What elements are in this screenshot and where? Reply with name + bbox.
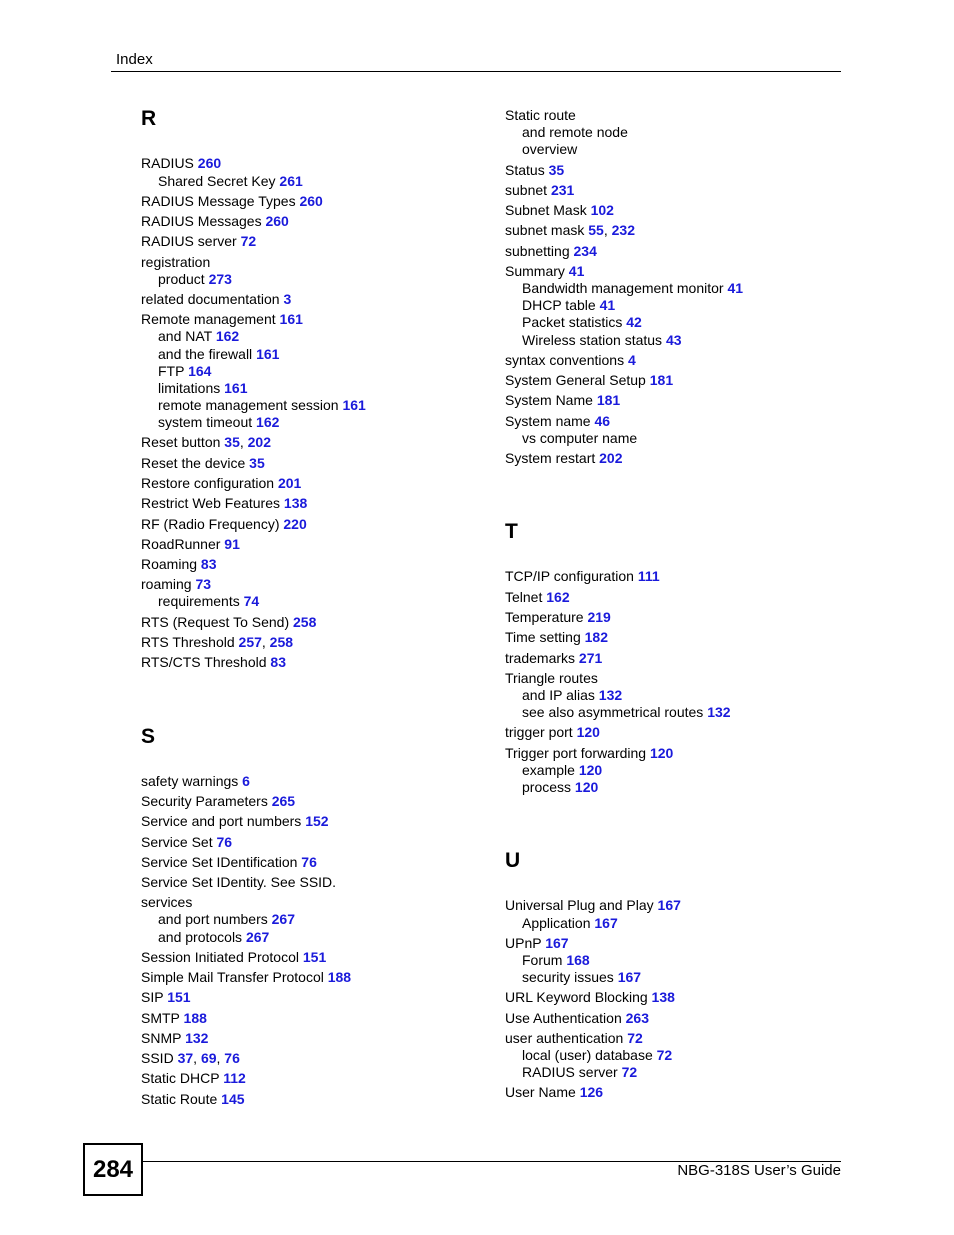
entry-term: related documentation xyxy=(141,291,284,307)
entry-term: RF (Radio Frequency) xyxy=(141,516,284,532)
index-entry xyxy=(505,897,681,914)
page-reference-link[interactable]: 41 xyxy=(568,263,585,279)
entry-term: and remote node xyxy=(522,124,628,140)
page-reference-link[interactable]: 167 xyxy=(545,935,569,951)
index-entry xyxy=(505,413,610,430)
index-subentry xyxy=(505,430,637,447)
page-reference-link[interactable]: 260 xyxy=(197,155,222,171)
index-subentry xyxy=(141,397,366,414)
entry-term: requirements xyxy=(158,593,244,609)
index-subentry xyxy=(505,952,590,969)
page-reference-link[interactable]: 181 xyxy=(596,392,621,408)
entry-term: local (user) database xyxy=(522,1047,657,1063)
entry-term: RTS Threshold xyxy=(141,634,239,650)
index-entry xyxy=(141,654,286,671)
index-entry xyxy=(141,455,265,472)
page-reference-link[interactable]: 267 xyxy=(271,911,295,927)
entry-term: and IP alias xyxy=(522,687,599,703)
index-subentry xyxy=(505,332,682,349)
index-entry xyxy=(141,793,295,810)
index-entry xyxy=(505,263,584,280)
page-reference-link[interactable]: 231 xyxy=(550,182,575,198)
entry-term: trademarks xyxy=(505,650,579,666)
entry-term: see also asymmetrical routes xyxy=(522,704,708,720)
header-rule xyxy=(111,71,841,72)
page-reference-link[interactable]: 164 xyxy=(188,363,212,379)
entry-term: Packet statistics xyxy=(522,314,627,330)
entry-term: system timeout xyxy=(158,414,257,430)
index-entry xyxy=(141,634,293,651)
index-entry xyxy=(141,576,211,593)
entry-term: System Name xyxy=(505,392,597,408)
page-reference-link[interactable]: 167 xyxy=(617,969,642,985)
entry-term: Service Set xyxy=(141,834,217,850)
entry-term: Restore configuration xyxy=(141,475,278,491)
page-reference-link[interactable]: 111 xyxy=(637,568,660,584)
entry-term: subnet mask xyxy=(505,222,589,238)
page-reference-link[interactable]: 4 xyxy=(627,352,636,368)
entry-term: RADIUS Message Types xyxy=(141,193,300,209)
page-reference-link[interactable]: 232 xyxy=(611,222,635,238)
page-reference-link[interactable]: 41 xyxy=(599,297,616,313)
index-subentry xyxy=(505,1064,637,1081)
index-entry xyxy=(141,969,351,986)
index-subentry xyxy=(141,414,279,431)
section-letter-s: S xyxy=(141,725,156,748)
entry-term: Reset button xyxy=(141,434,225,450)
entry-term: limitations xyxy=(158,380,225,396)
entry-term: process xyxy=(522,779,575,795)
index-entry xyxy=(505,352,636,369)
index-subentry xyxy=(141,380,248,397)
entry-term: SMTP xyxy=(141,1010,184,1026)
index-entry xyxy=(505,989,675,1006)
entry-term: Roaming xyxy=(141,556,201,572)
page-reference-link[interactable]: 145 xyxy=(221,1091,245,1107)
index-subentry xyxy=(505,915,618,932)
page-number-box: 284 xyxy=(83,1143,143,1196)
index-entry xyxy=(141,773,250,790)
page-reference-link[interactable]: 46 xyxy=(594,413,611,429)
page-separator: , xyxy=(193,1050,201,1066)
page-reference-link[interactable]: 234 xyxy=(573,243,597,259)
index-subentry xyxy=(505,969,641,986)
page-reference-link[interactable]: 120 xyxy=(578,762,603,778)
page-reference-link[interactable]: 76 xyxy=(216,834,233,850)
entry-term: User Name xyxy=(505,1084,580,1100)
index-subentry xyxy=(141,593,259,610)
page-reference-link[interactable]: 162 xyxy=(546,589,570,605)
index-entry xyxy=(141,516,307,533)
page-reference-link[interactable]: 168 xyxy=(566,952,590,968)
page-reference-link[interactable]: 91 xyxy=(224,536,240,552)
entry-term: roaming xyxy=(141,576,196,592)
index-entry xyxy=(505,182,574,199)
section-letter-r: R xyxy=(141,107,157,130)
page-reference-link[interactable]: 257 xyxy=(238,634,262,650)
index-entry xyxy=(141,614,316,631)
index-entry xyxy=(141,311,303,328)
entry-term: Time setting xyxy=(505,629,585,645)
index-entry xyxy=(141,254,210,271)
page-reference-link[interactable]: 120 xyxy=(649,745,674,761)
index-subentry xyxy=(141,346,279,363)
page-reference-link[interactable]: 138 xyxy=(651,989,675,1005)
index-subentry xyxy=(505,762,602,779)
page-reference-link[interactable]: 138 xyxy=(283,495,308,511)
page-reference-link[interactable]: 3 xyxy=(283,291,292,307)
page-reference-link[interactable]: 273 xyxy=(208,271,232,287)
page-reference-link[interactable]: 120 xyxy=(576,724,600,740)
index-entry xyxy=(141,556,217,573)
index-entry xyxy=(505,724,600,741)
index-entry xyxy=(505,450,623,467)
index-subentry xyxy=(505,687,622,704)
entry-term: subnetting xyxy=(505,243,574,259)
entry-term: Simple Mail Transfer Protocol xyxy=(141,969,328,985)
entry-term: RADIUS server xyxy=(141,233,241,249)
entry-term: Subnet Mask xyxy=(505,202,591,218)
page-reference-link[interactable]: 37 xyxy=(177,1050,194,1066)
index-subentry xyxy=(505,704,731,721)
entry-term: remote management session xyxy=(158,397,343,413)
page-reference-link[interactable]: 167 xyxy=(657,897,681,913)
entry-term: TCP/IP configuration xyxy=(505,568,638,584)
page-reference-link[interactable]: 152 xyxy=(305,813,329,829)
page-reference-link[interactable]: 202 xyxy=(247,434,271,450)
entry-term: System restart xyxy=(505,450,600,466)
entry-term: trigger port xyxy=(505,724,577,740)
entry-term: Application xyxy=(522,915,595,931)
page-reference-link[interactable]: 41 xyxy=(727,280,744,296)
page-reference-link[interactable]: 167 xyxy=(594,915,618,931)
index-entry xyxy=(141,1030,208,1047)
index-entry xyxy=(505,670,598,687)
entry-term: Reset the device xyxy=(141,455,250,471)
page-reference-link[interactable]: 202 xyxy=(599,450,623,466)
page-reference-link[interactable]: 69 xyxy=(200,1050,217,1066)
index-entry xyxy=(505,243,597,260)
index-entry xyxy=(505,162,564,179)
entry-term: Service Set IDentity. See SSID. xyxy=(141,874,337,890)
page-reference-link[interactable]: 132 xyxy=(185,1030,209,1046)
entry-term: SSID xyxy=(141,1050,178,1066)
page-reference-link[interactable]: 260 xyxy=(299,193,323,209)
page-reference-link[interactable]: 261 xyxy=(279,173,303,189)
page-reference-link[interactable]: 182 xyxy=(584,629,608,645)
entry-term: Trigger port forwarding xyxy=(505,745,650,761)
entry-term: services xyxy=(141,894,193,910)
entry-term: and protocols xyxy=(158,929,246,945)
entry-term: Universal Plug and Play xyxy=(505,897,658,913)
index-subentry xyxy=(141,363,211,380)
page-reference-link[interactable]: 35 xyxy=(548,162,565,178)
index-entry xyxy=(505,568,660,585)
index-entry xyxy=(141,894,192,911)
index-entry xyxy=(141,193,323,210)
index-entry xyxy=(141,834,232,851)
entry-term: and NAT xyxy=(158,328,216,344)
page-reference-link[interactable]: 83 xyxy=(270,654,286,670)
page-reference-link[interactable]: 260 xyxy=(265,213,289,229)
entry-term: Static DHCP xyxy=(141,1070,224,1086)
index-subentry xyxy=(141,929,269,946)
entry-term: Bandwidth management monitor xyxy=(522,280,728,296)
index-entry xyxy=(505,202,614,219)
entry-term: Session Initiated Protocol xyxy=(141,949,303,965)
section-letter-t: T xyxy=(505,520,518,543)
page-separator: , xyxy=(603,222,612,238)
page-reference-link[interactable]: 73 xyxy=(195,576,212,592)
entry-term: and the firewall xyxy=(158,346,257,362)
index-entry xyxy=(505,650,602,667)
entry-term: RADIUS xyxy=(141,155,198,171)
entry-term: SIP xyxy=(141,989,168,1005)
entry-term: Summary xyxy=(505,263,569,279)
index-entry xyxy=(141,536,240,553)
page-reference-link[interactable]: 72 xyxy=(621,1064,638,1080)
entry-term: Temperature xyxy=(505,609,588,625)
page-reference-link[interactable]: 201 xyxy=(277,475,302,491)
entry-term: System General Setup xyxy=(505,372,650,388)
entry-term: security issues xyxy=(522,969,618,985)
page-reference-link[interactable]: 102 xyxy=(590,202,614,218)
page-reference-link[interactable]: 271 xyxy=(578,650,603,666)
entry-term: UPnP xyxy=(505,935,546,951)
page-separator: , xyxy=(239,434,248,450)
index-entry xyxy=(505,589,570,606)
page-reference-link[interactable]: 42 xyxy=(626,314,642,330)
page-reference-link[interactable]: 267 xyxy=(245,929,270,945)
entry-term: FTP xyxy=(158,363,189,379)
index-entry xyxy=(141,1050,240,1067)
index-subentry xyxy=(141,173,303,190)
page-reference-link[interactable]: 181 xyxy=(649,372,674,388)
entry-term: RTS/CTS Threshold xyxy=(141,654,271,670)
index-subentry xyxy=(505,1047,672,1064)
page-reference-link[interactable]: 151 xyxy=(302,949,327,965)
entry-term: Static Route xyxy=(141,1091,222,1107)
index-entry xyxy=(505,107,576,124)
page-reference-link[interactable]: 188 xyxy=(327,969,352,985)
page-reference-link[interactable]: 258 xyxy=(269,634,294,650)
entry-term: Telnet xyxy=(505,589,547,605)
index-entry xyxy=(505,1030,643,1047)
index-entry xyxy=(505,629,608,646)
index-subentry xyxy=(505,141,577,158)
index-entry xyxy=(505,222,635,239)
index-entry xyxy=(505,745,673,762)
entry-term: RADIUS server xyxy=(522,1064,622,1080)
entry-term: subnet xyxy=(505,182,551,198)
running-header: Index xyxy=(116,51,153,68)
entry-term: System name xyxy=(505,413,595,429)
index-entry xyxy=(141,813,329,830)
page-reference-link[interactable]: 43 xyxy=(665,332,682,348)
index-subentry xyxy=(505,280,743,297)
entry-term: RTS (Request To Send) xyxy=(141,614,294,630)
index-entry xyxy=(505,1084,603,1101)
page-reference-link[interactable]: 72 xyxy=(656,1047,673,1063)
page-reference-link[interactable]: 132 xyxy=(707,704,731,720)
page-reference-link[interactable]: 35 xyxy=(249,455,265,471)
page-reference-link[interactable]: 126 xyxy=(579,1084,604,1100)
index-entry xyxy=(141,213,289,230)
index-entry xyxy=(505,609,611,626)
page-reference-link[interactable]: 220 xyxy=(283,516,307,532)
page-reference-link[interactable]: 258 xyxy=(293,614,317,630)
index-entry xyxy=(505,372,673,389)
entry-term: Service Set IDentification xyxy=(141,854,302,870)
entry-term: registration xyxy=(141,254,211,270)
index-entry xyxy=(141,434,271,451)
index-subentry xyxy=(141,271,232,288)
entry-term: Wireless station status xyxy=(522,332,666,348)
index-subentry xyxy=(505,314,642,331)
entry-term: example xyxy=(522,762,579,778)
entry-term: SNMP xyxy=(141,1030,186,1046)
guide-title: NBG-318S User’s Guide xyxy=(677,1162,841,1179)
entry-term: Remote management xyxy=(141,311,280,327)
index-entry xyxy=(141,1070,246,1087)
page-reference-link[interactable]: 161 xyxy=(256,346,280,362)
entry-term: RADIUS Messages xyxy=(141,213,266,229)
entry-term: Static route xyxy=(505,107,576,123)
index-subentry xyxy=(141,328,239,345)
page-reference-link[interactable]: 161 xyxy=(342,397,366,413)
index-entry xyxy=(141,291,291,308)
entry-term: Triangle routes xyxy=(505,670,598,686)
index-entry xyxy=(141,233,256,250)
index-entry xyxy=(141,155,221,172)
page-reference-link[interactable]: 112 xyxy=(223,1070,246,1086)
entry-term: RoadRunner xyxy=(141,536,225,552)
page-reference-link[interactable]: 219 xyxy=(587,609,611,625)
entry-term: and port numbers xyxy=(158,911,272,927)
page-separator: , xyxy=(216,1050,225,1066)
page-reference-link[interactable]: 6 xyxy=(242,773,250,789)
index-entry xyxy=(141,1091,245,1108)
page-reference-link[interactable]: 132 xyxy=(598,687,623,703)
page-reference-link[interactable]: 74 xyxy=(243,593,260,609)
index-entry xyxy=(141,949,326,966)
entry-term: URL Keyword Blocking xyxy=(505,989,652,1005)
page-reference-link[interactable]: 72 xyxy=(240,233,257,249)
entry-term: Shared Secret Key xyxy=(158,173,280,189)
section-letter-u: U xyxy=(505,849,521,872)
page-reference-link[interactable]: 162 xyxy=(215,328,240,344)
index-subentry xyxy=(505,124,628,141)
page-reference-link[interactable]: 72 xyxy=(627,1030,643,1046)
index-subentry xyxy=(505,297,615,314)
index-entry xyxy=(505,1010,649,1027)
entry-term: Status xyxy=(505,162,549,178)
index-subentry xyxy=(141,911,295,928)
index-entry xyxy=(505,392,620,409)
entry-term: overview xyxy=(522,141,578,157)
index-entry xyxy=(505,935,569,952)
page-reference-link[interactable]: 188 xyxy=(183,1010,207,1026)
page-reference-link[interactable]: 55 xyxy=(588,222,604,238)
entry-term: Security Parameters xyxy=(141,793,272,809)
index-subentry xyxy=(505,779,598,796)
index-entry xyxy=(141,1010,207,1027)
page-reference-link[interactable]: 161 xyxy=(224,380,248,396)
page-reference-link[interactable]: 162 xyxy=(256,414,280,430)
entry-term: safety warnings xyxy=(141,773,243,789)
page-reference-link[interactable]: 120 xyxy=(574,779,599,795)
page-reference-link[interactable]: 35 xyxy=(224,434,240,450)
index-entry xyxy=(141,854,317,871)
page-reference-link[interactable]: 76 xyxy=(224,1050,240,1066)
index-entry xyxy=(141,495,307,512)
entry-term: vs computer name xyxy=(522,430,638,446)
index-entry xyxy=(141,475,301,492)
page-reference-link[interactable]: 265 xyxy=(271,793,296,809)
index-entry xyxy=(141,874,336,891)
page-reference-link[interactable]: 151 xyxy=(167,989,191,1005)
page-reference-link[interactable]: 76 xyxy=(301,854,317,870)
page-reference-link[interactable]: 263 xyxy=(625,1010,649,1026)
entry-term: syntax conventions xyxy=(505,352,628,368)
entry-term: user authentication xyxy=(505,1030,628,1046)
page-separator: , xyxy=(261,634,270,650)
page-reference-link[interactable]: 161 xyxy=(279,311,303,327)
entry-term: Restrict Web Features xyxy=(141,495,284,511)
entry-term: Forum xyxy=(522,952,567,968)
index-entry xyxy=(141,989,191,1006)
entry-term: Use Authentication xyxy=(505,1010,626,1026)
entry-term: Service and port numbers xyxy=(141,813,306,829)
entry-term: DHCP table xyxy=(522,297,600,313)
page-reference-link[interactable]: 83 xyxy=(200,556,217,572)
entry-term: product xyxy=(158,271,209,287)
